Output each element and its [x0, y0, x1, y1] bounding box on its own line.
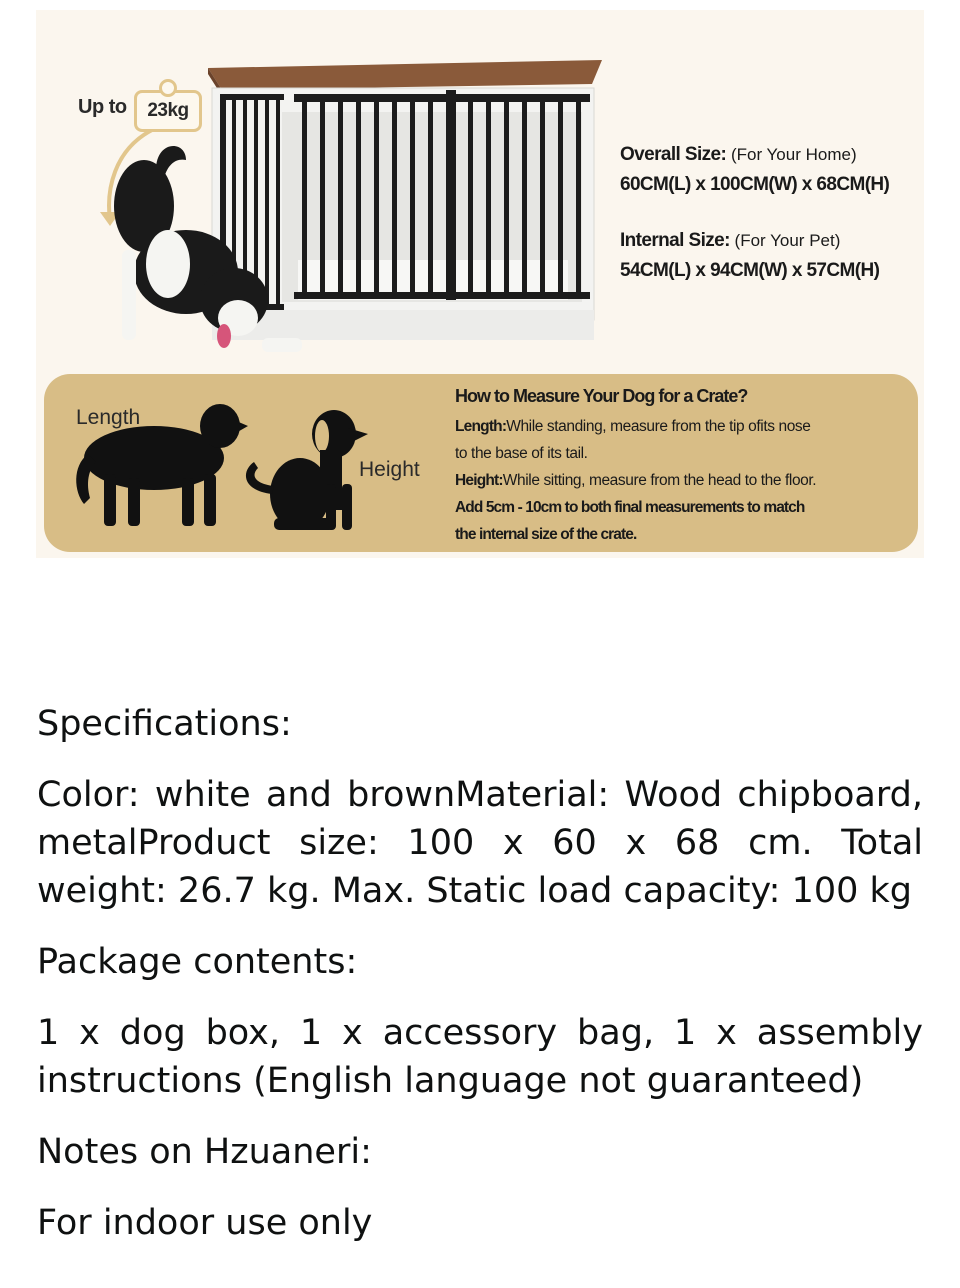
- internal-size-title: Internal Size: (For Your Pet): [620, 230, 841, 251]
- crate-bar: [374, 98, 379, 296]
- crate-bar: [410, 98, 415, 296]
- crate-bar: [276, 96, 280, 308]
- product-description: [37, 700, 923, 1270]
- measure-title: How to Measure Your Dog for a Crate?: [455, 386, 748, 406]
- crate-bar: [540, 98, 545, 296]
- sitting-dog-icon: [246, 410, 368, 530]
- measure-add-line-1: Add 5cm - 10cm to both final measurements to match: [455, 499, 805, 516]
- package-text: 1 x dog box, 1 x accessory bag, 1 x assembly instructions (English language not guaranteed): [37, 1013, 923, 1101]
- measure-length-line-2: to the base of its tail.: [455, 445, 588, 462]
- weight-tag: [134, 90, 202, 132]
- internal-size-subtitle: (For Your Pet): [734, 231, 841, 250]
- internal-size: [620, 230, 879, 282]
- crate-bar: [265, 96, 269, 308]
- product-image[interactable]: [36, 10, 924, 558]
- weight-prefix: Up to: [78, 96, 127, 118]
- measure-length-line: Length:While standing, measure from the tip ofits nose: [455, 418, 811, 435]
- notes-text: For indoor use only: [37, 1203, 373, 1243]
- internal-size-dims: 54CM(L) x 94CM(W) x 57CM(H): [620, 260, 880, 281]
- specs-heading: Specifications:: [37, 704, 292, 744]
- crate-bar: [428, 98, 433, 296]
- weight-value: 23kg: [147, 100, 189, 121]
- notes-heading: Notes on Hzuaneri:: [37, 1132, 372, 1172]
- measure-add-line-2: the internal size of the crate.: [455, 526, 637, 543]
- crate-bar: [486, 98, 491, 296]
- overall-size-subtitle: (For Your Home): [730, 145, 857, 164]
- height-label: Height: [359, 458, 420, 481]
- crate-bar: [558, 98, 563, 296]
- crate-bar: [356, 98, 361, 296]
- measure-instructions: [455, 386, 895, 548]
- specs-text: Color: white and brownMaterial: Wood chipboard, metalProduct size: 100 x 60 x 68 cm. Total weight: 26.7 kg. Max. Static load capacity: 100 kg: [37, 775, 923, 911]
- overall-size-title: Overall Size: (For Your Home): [620, 144, 857, 165]
- overall-size-dims: 60CM(L) x 100CM(W) x 68CM(H): [620, 174, 890, 195]
- crate-bar: [320, 98, 325, 296]
- crate-bar: [338, 98, 343, 296]
- crate-bar: [522, 98, 527, 296]
- crate-bar: [302, 98, 307, 296]
- crate-bar: [392, 98, 397, 296]
- length-label: Length: [76, 406, 141, 429]
- crate-bar: [576, 98, 581, 296]
- overall-size: [620, 144, 889, 196]
- package-heading: Package contents:: [37, 942, 358, 982]
- crate-bar: [504, 98, 509, 296]
- measure-height-line: Height:While sitting, measure from the head to the floor.: [455, 472, 817, 489]
- crate-bar: [468, 98, 473, 296]
